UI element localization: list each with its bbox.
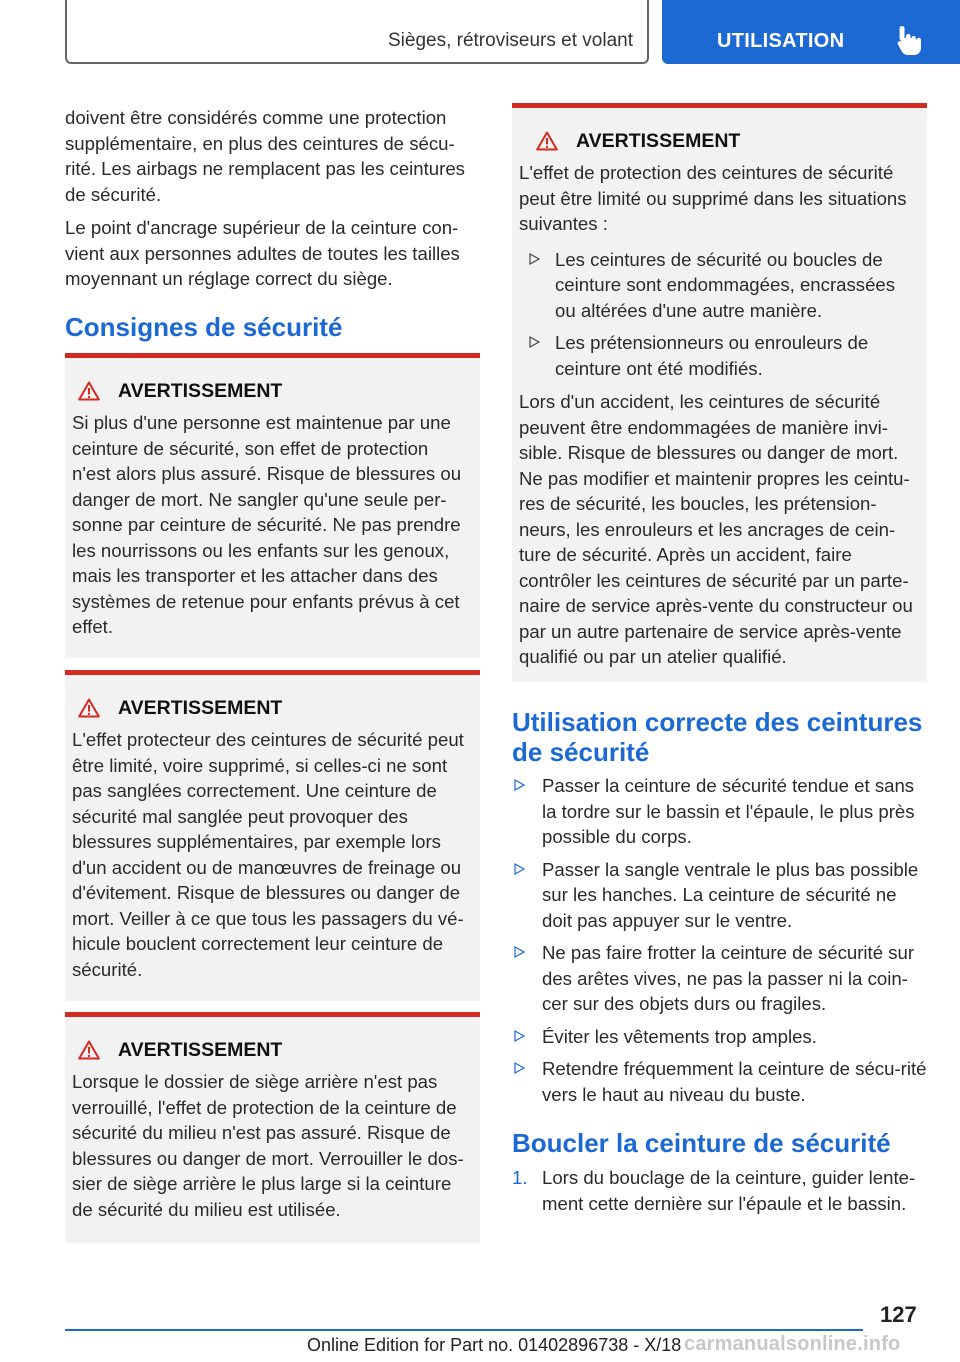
warning-text: L'effet protecteur des ceintures de sécurité peut être limité, voire supprimé, si celles-ci ne sont pas sanglées correctement. Une ceinture de sécurité mal sanglée peut provoquer des blessures supplémentaires, par exemple lors d'un accident ou de manœuvres de freinage ou d'évitement. Risque de blessures ou danger de mort. Veiller à ce que tous les passagers du vé-hicule bouclent correctement leur ceinture de sécurité. bbox=[72, 729, 464, 980]
list-item: Passer la sangle ventrale le plus bas possible sur les hanches. La ceinture de sécurité ne doit pas appuyer sur le ventre. bbox=[512, 857, 927, 934]
header-section-label: Sièges, rétroviseurs et volant bbox=[387, 30, 633, 51]
bullet-triangle-icon bbox=[514, 863, 525, 875]
header-section-box bbox=[65, 0, 649, 64]
heading-consignes: Consignes de sécurité bbox=[65, 312, 343, 342]
warning-triangle-icon bbox=[78, 698, 100, 718]
warning-title-text: AVERTISSEMENT bbox=[118, 379, 283, 402]
warning-title bbox=[72, 695, 472, 721]
step-text: Lors du bouclage de la ceinture, guider lente-ment cette dernière sur l'épaule et le bassin. bbox=[542, 1167, 916, 1214]
warning-text: Lors d'un accident, les ceintures de sécurité peuvent être endommagées de manière invi-sible. Risque de blessures ou danger de mort. Ne pas modifier et maintenir propres les ceintu-res de sécurité, les boucles, les prétension-neurs, les enrouleurs et les ancrages de cein-ture de sécurité. Après un accident, faire contrôler les ceintures de sécurité par un parte-naire de service après-vente du constructeur ou par un autre partenaire de service après-vente qualifié ou par un atelier qualifié. bbox=[519, 391, 913, 667]
bullet-triangle-icon bbox=[514, 946, 525, 958]
step-number: 1. bbox=[512, 1167, 528, 1188]
bullet-triangle-icon bbox=[514, 1030, 525, 1042]
utilisation-list bbox=[512, 773, 927, 1114]
heading-utilisation: Utilisation correcte des ceintures de sécurité bbox=[512, 707, 923, 767]
warning-title bbox=[519, 128, 919, 154]
list-item: Les prétensionneurs ou enrouleurs de ceinture ont été modifiés. bbox=[519, 330, 919, 381]
list-item bbox=[512, 1165, 927, 1216]
bullet-triangle-icon bbox=[514, 1062, 525, 1074]
intro-paragraph: Le point d'ancrage supérieur de la ceinture con-vient aux personnes adultes de toutes les tailles moyennant un réglage correct du siège. bbox=[65, 217, 460, 289]
warning-title bbox=[72, 1037, 472, 1063]
boucler-steps-list bbox=[512, 1165, 927, 1216]
warning-text: Lorsque le dossier de siège arrière n'est pas verrouillé, l'effet de protection de la ceinture de sécurité du milieu n'est pas assuré. Risque de blessures ou danger de mort. Verrouiller le dos-sier de siège arrière le plus large si la ceinture de sécurité du milieu est utilisée. bbox=[72, 1071, 464, 1220]
left-intro-text bbox=[65, 105, 480, 292]
warning-box bbox=[512, 103, 927, 682]
warning-triangle-icon bbox=[536, 131, 558, 151]
intro-paragraph: doivent être considérés comme une protection supplémentaire, en plus des ceintures de sécu-rité. Les airbags ne remplacent pas les ceintures de sécurité. bbox=[65, 107, 465, 205]
bullet-triangle-icon bbox=[529, 253, 540, 265]
heading-boucler: Boucler la ceinture de sécurité bbox=[512, 1128, 891, 1158]
warning-title-text: AVERTISSEMENT bbox=[576, 129, 741, 152]
header-utilisation-tab[interactable] bbox=[662, 0, 960, 64]
footer-edition-text: Online Edition for Part no. 01402896738 - X/18 bbox=[307, 1335, 682, 1355]
warning-title-text: AVERTISSEMENT bbox=[118, 696, 283, 719]
bullet-triangle-icon bbox=[529, 336, 540, 348]
list-item: Ne pas faire frotter la ceinture de sécurité sur des arêtes vives, ne pas la passer ni la coin-cer sur des objets durs ou fragiles. bbox=[512, 940, 927, 1017]
header-tab-label: UTILISATION bbox=[717, 30, 845, 52]
warning-box bbox=[65, 1012, 480, 1243]
warning-text: Si plus d'une personne est maintenue par une ceinture de sécurité, son effet de protection n'est alors plus assuré. Risque de blessures ou danger de mort. Ne sangler qu'une seule per-sonne par ceinture de sécurité. Ne pas prendre les nourrissons ou les enfants sur les genoux, mais les transporter et les attacher dans des systèmes de retenue pour enfants prévus à cet effet. bbox=[72, 412, 462, 637]
warning-intro-text: L'effet de protection des ceintures de sécurité peut être limité ou supprimé dans les situations suivantes : bbox=[519, 162, 907, 234]
warning-bullet-list bbox=[519, 247, 919, 382]
warning-triangle-icon bbox=[78, 1040, 100, 1060]
page-number: 127 bbox=[880, 1302, 917, 1327]
warning-triangle-icon bbox=[78, 381, 100, 401]
warning-title bbox=[72, 378, 472, 404]
watermark: carmanualsonline.info bbox=[684, 1333, 901, 1355]
warning-box bbox=[65, 353, 480, 658]
list-item: Éviter les vêtements trop amples. bbox=[512, 1024, 927, 1050]
warning-box bbox=[65, 670, 480, 1001]
list-item: Passer la ceinture de sécurité tendue et sans la tordre sur le bassin et l'épaule, le plus près possible du corps. bbox=[512, 773, 927, 850]
list-item: Retendre fréquemment la ceinture de sécu-rité vers le haut au niveau du buste. bbox=[512, 1056, 927, 1107]
footer-divider bbox=[65, 1329, 863, 1331]
pointing-hand-icon bbox=[896, 24, 926, 56]
bullet-triangle-icon bbox=[514, 779, 525, 791]
warning-title-text: AVERTISSEMENT bbox=[118, 1038, 283, 1061]
list-item: Les ceintures de sécurité ou boucles de ceinture sont endommagées, encrassées ou altérées d'une autre manière. bbox=[519, 247, 919, 324]
